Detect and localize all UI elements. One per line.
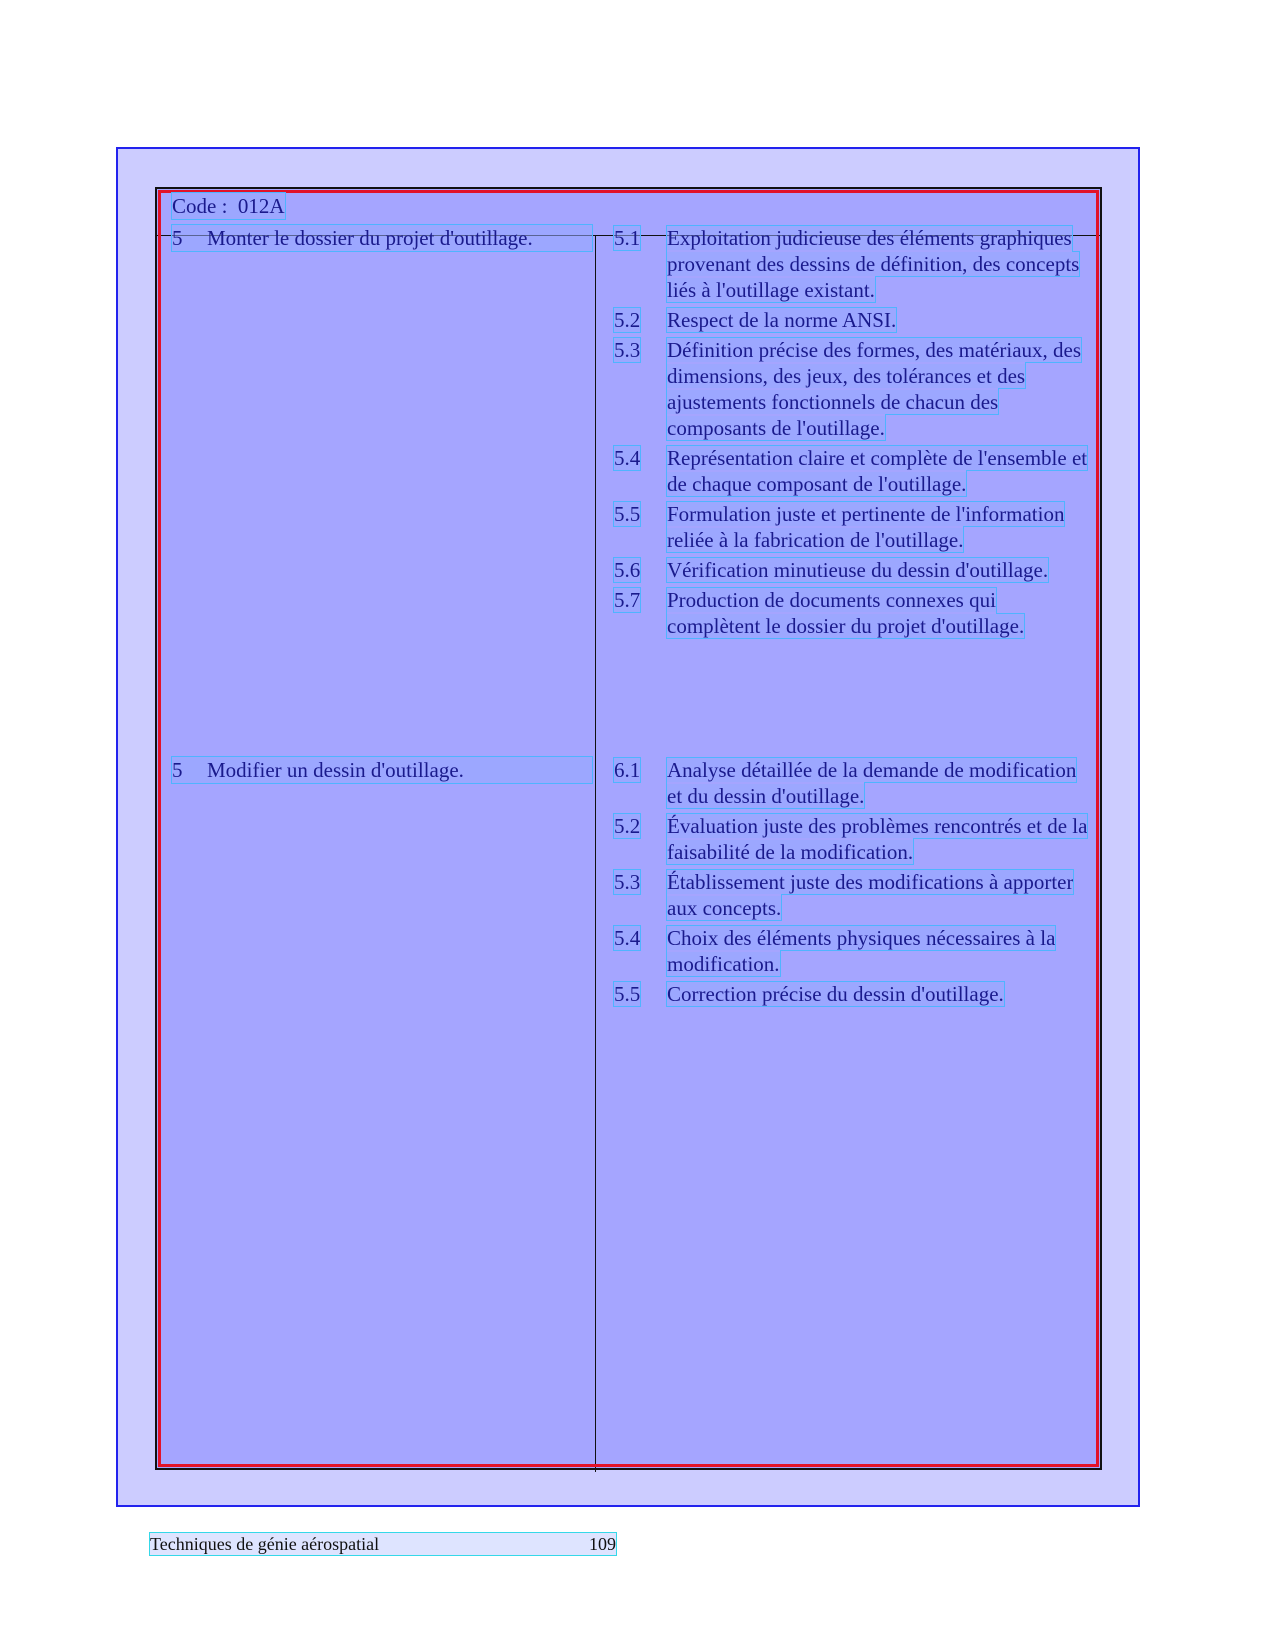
criterion-text: Définition précise des formes, des matériaux, des dimensions, des jeux, des tolérances et des ajustements fonctionnels de chacun des composants de l'outillage. (667, 338, 1082, 440)
criterion-text: Production de documents connexes qui complètent le dossier du projet d'outillage. (667, 588, 1025, 638)
criterion-number: 5.2 (614, 814, 641, 838)
competence-row-1 (172, 225, 592, 251)
criterion-number: 5.5 (614, 502, 641, 526)
code-label: Code : 012A (172, 194, 285, 218)
column-divider (595, 236, 596, 1472)
competence-label: Modifier un dessin d'outillage. (207, 758, 464, 782)
criterion-number: 5.3 (614, 338, 641, 362)
criterion-text: Choix des éléments physiques nécessaires à la modification. (667, 926, 1056, 976)
competence-label: Monter le dossier du projet d'outillage. (207, 226, 533, 250)
competence-number: 5 (172, 758, 183, 782)
criterion-item (614, 557, 1088, 583)
criterion-number: 5.5 (614, 982, 641, 1006)
criterion-number: 5.3 (614, 870, 641, 894)
criterion-number: 5.2 (614, 308, 641, 332)
criterion-text: Analyse détaillée de la demande de modification et du dessin d'outillage. (667, 758, 1077, 808)
criterion-item (614, 225, 1088, 303)
criterion-text: Formulation juste et pertinente de l'information reliée à la fabrication de l'outillage. (667, 502, 1065, 552)
criterion-item (614, 925, 1088, 977)
criterion-number: 5.1 (614, 226, 641, 250)
criterion-number: 5.7 (614, 588, 641, 612)
competence-row-2 (172, 757, 592, 783)
criterion-number: 6.1 (614, 758, 641, 782)
criterion-text: Évaluation juste des problèmes rencontrés et de la faisabilité de la modification. (667, 814, 1088, 864)
criterion-number: 5.4 (614, 926, 641, 950)
criterion-item (614, 337, 1088, 441)
criterion-text: Correction précise du dessin d'outillage. (667, 982, 1004, 1006)
criterion-item (614, 445, 1088, 497)
criterion-text: Respect de la norme ANSI. (667, 308, 897, 332)
criterion-item (614, 501, 1088, 553)
criterion-item (614, 587, 1088, 639)
criterion-item (614, 813, 1088, 865)
footer-program: Techniques de génie aérospatial (150, 1534, 380, 1554)
criterion-text: Exploitation judicieuse des éléments graphiques provenant des dessins de définition, des concepts liés à l'outillage existant. (667, 226, 1080, 302)
page-footer (150, 1533, 616, 1555)
competence-number: 5 (172, 226, 183, 250)
page-number: 109 (589, 1534, 616, 1554)
criterion-text: Représentation claire et complète de l'ensemble et de chaque composant de l'outillage. (667, 446, 1088, 496)
criterion-text: Établissement juste des modifications à apporter aux concepts. (667, 870, 1074, 920)
criterion-item (614, 307, 1088, 333)
criterion-item (614, 757, 1088, 809)
criterion-item (614, 981, 1088, 1007)
criterion-text: Vérification minutieuse du dessin d'outillage. (667, 558, 1049, 582)
criteria-list-2 (614, 757, 1088, 1011)
criteria-list-1 (614, 225, 1088, 643)
criterion-item (614, 869, 1088, 921)
criterion-number: 5.4 (614, 446, 641, 470)
criterion-number: 5.6 (614, 558, 641, 582)
